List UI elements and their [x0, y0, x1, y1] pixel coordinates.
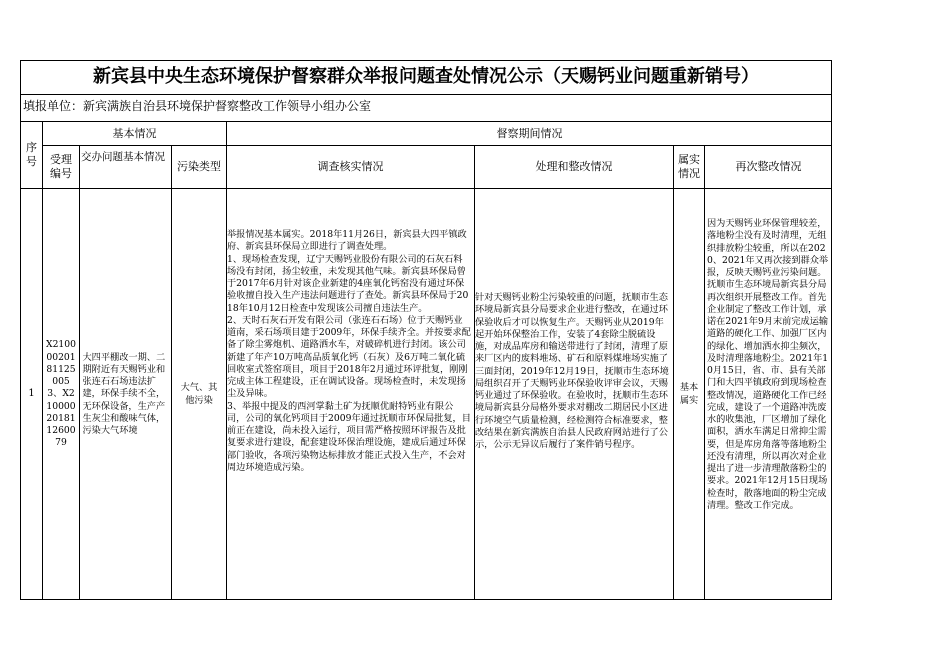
header-rectify: 再次整改情况 — [735, 160, 802, 173]
row-investigation — [227, 229, 474, 529]
header-basic: 基本情况 — [112, 126, 157, 140]
header-investigation: 调查核实情况 — [317, 160, 384, 173]
row-verified — [674, 189, 704, 600]
divider-title — [20, 94, 832, 95]
row-handling — [475, 292, 673, 502]
row-seq: 1 — [28, 388, 35, 400]
verified-text: 基本属实 — [679, 382, 699, 406]
row-pollution — [172, 189, 226, 600]
header-verified: 属实情况 — [678, 153, 700, 180]
pollution-text: 大气、其他污染 — [180, 382, 218, 406]
header-seq: 序号 — [26, 141, 37, 168]
row-issue — [80, 189, 171, 600]
header-accept-no: 受理编号 — [50, 153, 72, 180]
header-pollution: 污染类型 — [177, 160, 221, 173]
handling-text: 针对天赐钙业粉尘污染较重的问题，抚顺市生态环境局新宾县分局要求企业进行整改，在通过环保验收后才可以恢复生产。天赐钙业从2019年起开始环保整治工作，安装了4套除尘脱硫设施，对成品库房和输送带进行了封闭，清理了原来厂区内的废料堆场、矿石和原料煤堆场实施了三面封闭，2019年12月19日，抚顺市生态环境局组织召开了天赐钙业环保验收评审会议，天赐钙业通过了环保验收。在验收时，抚顺市生态环境局新宾县分局格外要求对棚改二期居民小区进行环境空气质量检测，经检测符合标准要求，整改结果在新宾满族自治县人民政府网站进行了公示，公示无异议后履行了案件销号程序。 — [475, 292, 669, 450]
row-accept-no — [43, 189, 79, 600]
issue-text: 大四平棚改一期、二期附近有天赐钙业和张连石石场违法扩建，环保手续不全，无环保设备，生产产生灰尘和酸味气体，污染大气环境 — [82, 351, 166, 437]
rectify-text: 因为天赐钙业环保管理较差，落地粉尘没有及时清理，无组织排放粉尘较重，所以在2020、2021年又再次接到群众举报，反映天赐钙业污染问题。抚顺市生态环境局新宾县分局再次组织开展整改工作。首先企业制定了整改工作计划，承诺在2021年9月末前完成运输道路的硬化工作、加强厂区内的绿化、增加洒水抑尘频次，及时清理落地粉尘。2021年10月15日，省、市、县有关部门和大四平镇政府到现场检查整改情况，道路硬化工作已经完成，建设了一个道路冲洗废水的收集池，厂区增加了绿化面积，洒水车满足日常抑尘需要，但是库房角落等落地粉尘还没有清理，所以再次对企业提出了进一步清理散落粉尘的要求。2021年12月15日现场检查时，散落地面的粉尘完成清理。整改工作完成。 — [707, 218, 829, 511]
page-title: 新宾县中央生态环境保护督察群众举报问题查处情况公示（天赐钙业问题重新销号） — [93, 66, 759, 87]
accept-no-text: X21000020181125005 3、X210000201811260079 — [46, 339, 76, 449]
header-handling: 处理和整改情况 — [535, 160, 613, 173]
header-issue: 交办问题基本情况 — [81, 151, 165, 163]
row-rectify — [705, 218, 832, 578]
investigation-text: 举报情况基本属实。2018年11月26日，新宾县大四平镇政府、新宾县环保局立即进行了调查处理。 1、现场检查发现，辽宁天赐钙业股份有限公司的石灰石料场没有封闭，扬尘较重，未发现其他气味。新宾县环保局曾于2017年6月针对该企业新建的4座氧化钙窑没有通过环保验收擅自投入生产违法问题进行了查处。新宾县环保局于2018年10月12日检查中发现该公司擅自违法生产。 2、天时石灰石开发有限公司（张连石石场）位于天赐钙业道南，采石场项目建于2009年，环保手续齐全。并按要求配备了除尘雾炮机、道路洒水车，对破碎机进行封闭。该公司新建了年产10万吨高品质氧化钙（石灰）及6万吨二氧化硫回收室式签窑项目，项目于2018年2月通过环评批复，刚刚完成主体工程建设，正在调试设备。现场检查时，未发现扬尘及异味。 3、举报中提及的西河掌黏土矿为抚顺优耐特钙业有限公司，公司的氧化钙项目于2009年通过抚顺市环保局批复，目前正在建设，尚未投入运行，项目需严格按照环评报告及批复要求进行建设，配套建设环保治理设施，建成后通过环保部门验收，各项污染物达标排放才能正式投入生产，不会对周边环境造成污染。 — [227, 229, 471, 473]
report-unit: 填报单位：新宾满族自治县环境保护督察整改工作领导小组办公室 — [23, 99, 372, 113]
divider-header-groups — [42, 145, 832, 146]
header-period: 督察期间情况 — [496, 126, 563, 140]
